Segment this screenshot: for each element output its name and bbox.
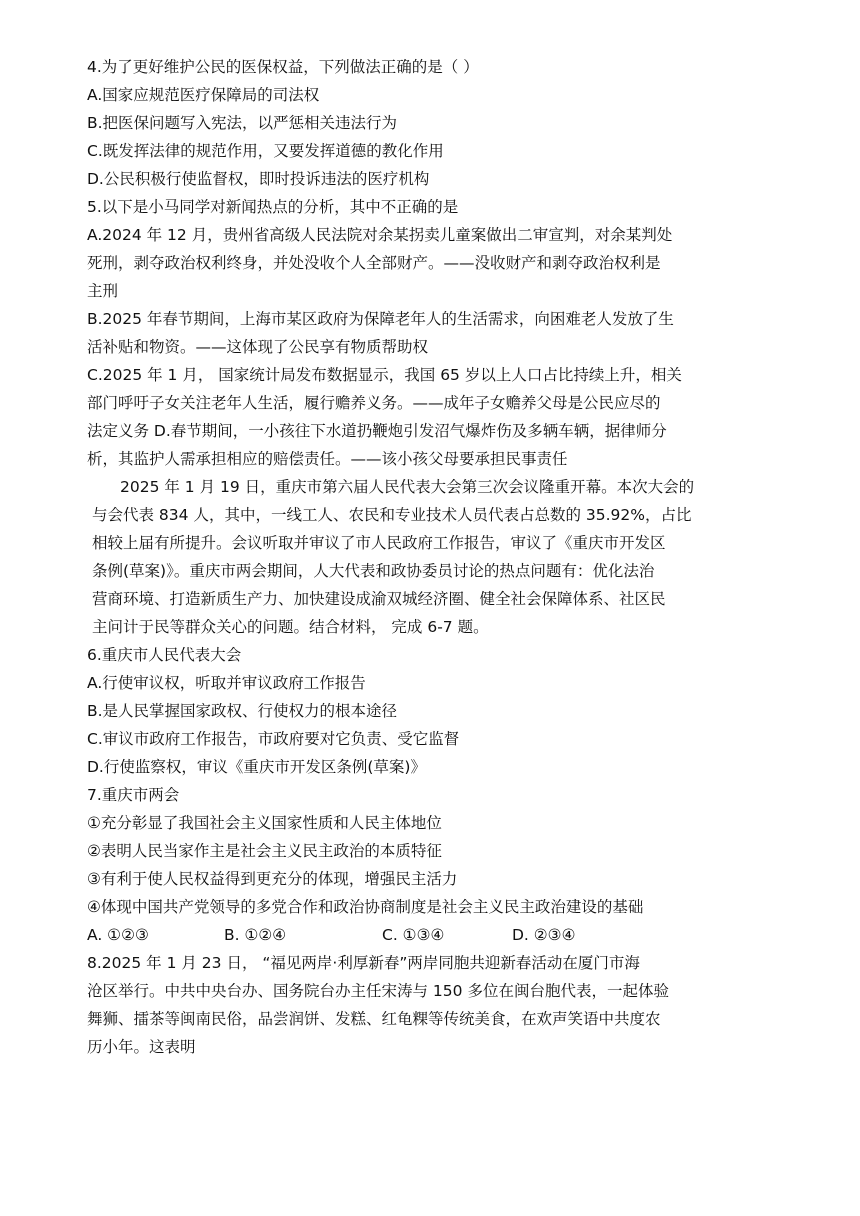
q5-option-a-line1: A.2024 年 12 月，贵州省高级人民法院对余某拐卖儿童案做出二审宣判，对余某判处 <box>87 226 673 244</box>
q7-statement-1: ①充分彰显了我国社会主义国家性质和人民主体地位 <box>87 814 442 832</box>
q7-option-a: A. ①②③ <box>87 926 149 944</box>
q7-options <box>87 925 575 945</box>
q5-option-a-line2: 死刑，剥夺政治权利终身，并处没收个人全部财产。——没收财产和剥夺政治权利是 <box>87 254 661 272</box>
q5-option-b-line1: B.2025 年春节期间，上海市某区政府为保障老年人的生活需求，向困难老人发放了生 <box>87 310 674 328</box>
q7-option-c: C. ①③④ <box>382 926 445 944</box>
q7-statement-2: ②表明人民当家作主是社会主义民主政治的本质特征 <box>87 842 442 860</box>
q4-option-d: D.公民积极行使监督权，即时投诉违法的医疗机构 <box>87 170 430 188</box>
material-line-5: 营商环境、打造新质生产力、加快建设成渝双城经济圈、健全社会保障体系、社区民 <box>92 590 666 608</box>
material-line-6: 主问计于民等群众关心的问题。结合材料， 完成 6-7 题。 <box>92 618 489 636</box>
q4-option-b: B.把医保问题写入宪法，以严惩相关违法行为 <box>87 114 398 132</box>
q4-stem: 4.为了更好维护公民的医保权益，下列做法正确的是（ ） <box>87 58 479 76</box>
q7-option-b: B. ①②④ <box>224 926 287 944</box>
q5-option-d-line2: 析，其监护人需承担相应的赔偿责任。——该小孩父母要承担民事责任 <box>87 450 568 468</box>
q5-option-a-line3: 主刑 <box>87 282 119 300</box>
q7-statement-3: ③有利于使人民权益得到更充分的体现，增强民主活力 <box>87 870 458 888</box>
q5-option-c-line2: 部门呼吁子女关注老年人生活，履行赡养义务。——成年子女赡养父母是公民应尽的 <box>87 394 661 412</box>
q6-stem: 6.重庆市人民代表大会 <box>87 646 242 664</box>
q5-stem: 5.以下是小马同学对新闻热点的分析，其中不正确的是 <box>87 198 459 216</box>
q8-line-2: 沧区举行。中共中央台办、国务院台办主任宋涛与 150 多位在闽台胞代表，一起体验 <box>87 982 669 1000</box>
q5-option-c-line1: C.2025 年 1 月， 国家统计局发布数据显示，我国 65 岁以上人口占比持续上升，相关 <box>87 366 682 384</box>
q7-statement-4: ④体现中国共产党领导的多党合作和政治协商制度是社会主义民主政治建设的基础 <box>87 898 644 916</box>
q8-line-3: 舞狮、擂茶等闽南民俗，品尝润饼、发糕、红龟粿等传统美食，在欢声笑语中共度农 <box>87 1010 661 1028</box>
q6-option-a: A.行使审议权，听取并审议政府工作报告 <box>87 674 366 692</box>
material-line-3: 相较上届有所提升。会议听取并审议了市人民政府工作报告，审议了《重庆市开发区 <box>92 534 666 552</box>
q7-stem: 7.重庆市两会 <box>87 786 180 804</box>
q8-line-4: 历小年。这表明 <box>87 1038 196 1056</box>
material-line-2: 与会代表 834 人，其中，一线工人、农民和专业技术人员代表占总数的 35.92%，占比 <box>92 506 692 524</box>
material-line-1: 2025 年 1 月 19 日，重庆市第六届人民代表大会第三次会议隆重开幕。本次大会的 <box>120 478 695 496</box>
q6-option-c: C.审议市政府工作报告，市政府要对它负责、受它监督 <box>87 730 460 748</box>
material-line-4: 条例(草案)》。重庆市两会期间，人大代表和政协委员讨论的热点问题有：优化法治 <box>92 562 655 580</box>
q8-line-1: 8.2025 年 1 月 23 日， “福见两岸·利厚新春”两岸同胞共迎新春活动在厦门市海 <box>87 954 640 972</box>
q5-option-cd-line3: 法定义务 D.春节期间，一小孩往下水道扔鞭炮引发沼气爆炸伤及多辆车辆，据律师分 <box>87 422 667 440</box>
q4-option-c: C.既发挥法律的规范作用，又要发挥道德的教化作用 <box>87 142 444 160</box>
q4-option-a: A.国家应规范医疗保障局的司法权 <box>87 86 320 104</box>
q6-option-b: B.是人民掌握国家政权、行使权力的根本途径 <box>87 702 398 720</box>
q6-option-d: D.行使监察权，审议《重庆市开发区条例(草案)》 <box>87 758 426 776</box>
q5-option-b-line2: 活补贴和物资。——这体现了公民享有物质帮助权 <box>87 338 429 356</box>
q7-option-d: D. ②③④ <box>512 926 576 944</box>
